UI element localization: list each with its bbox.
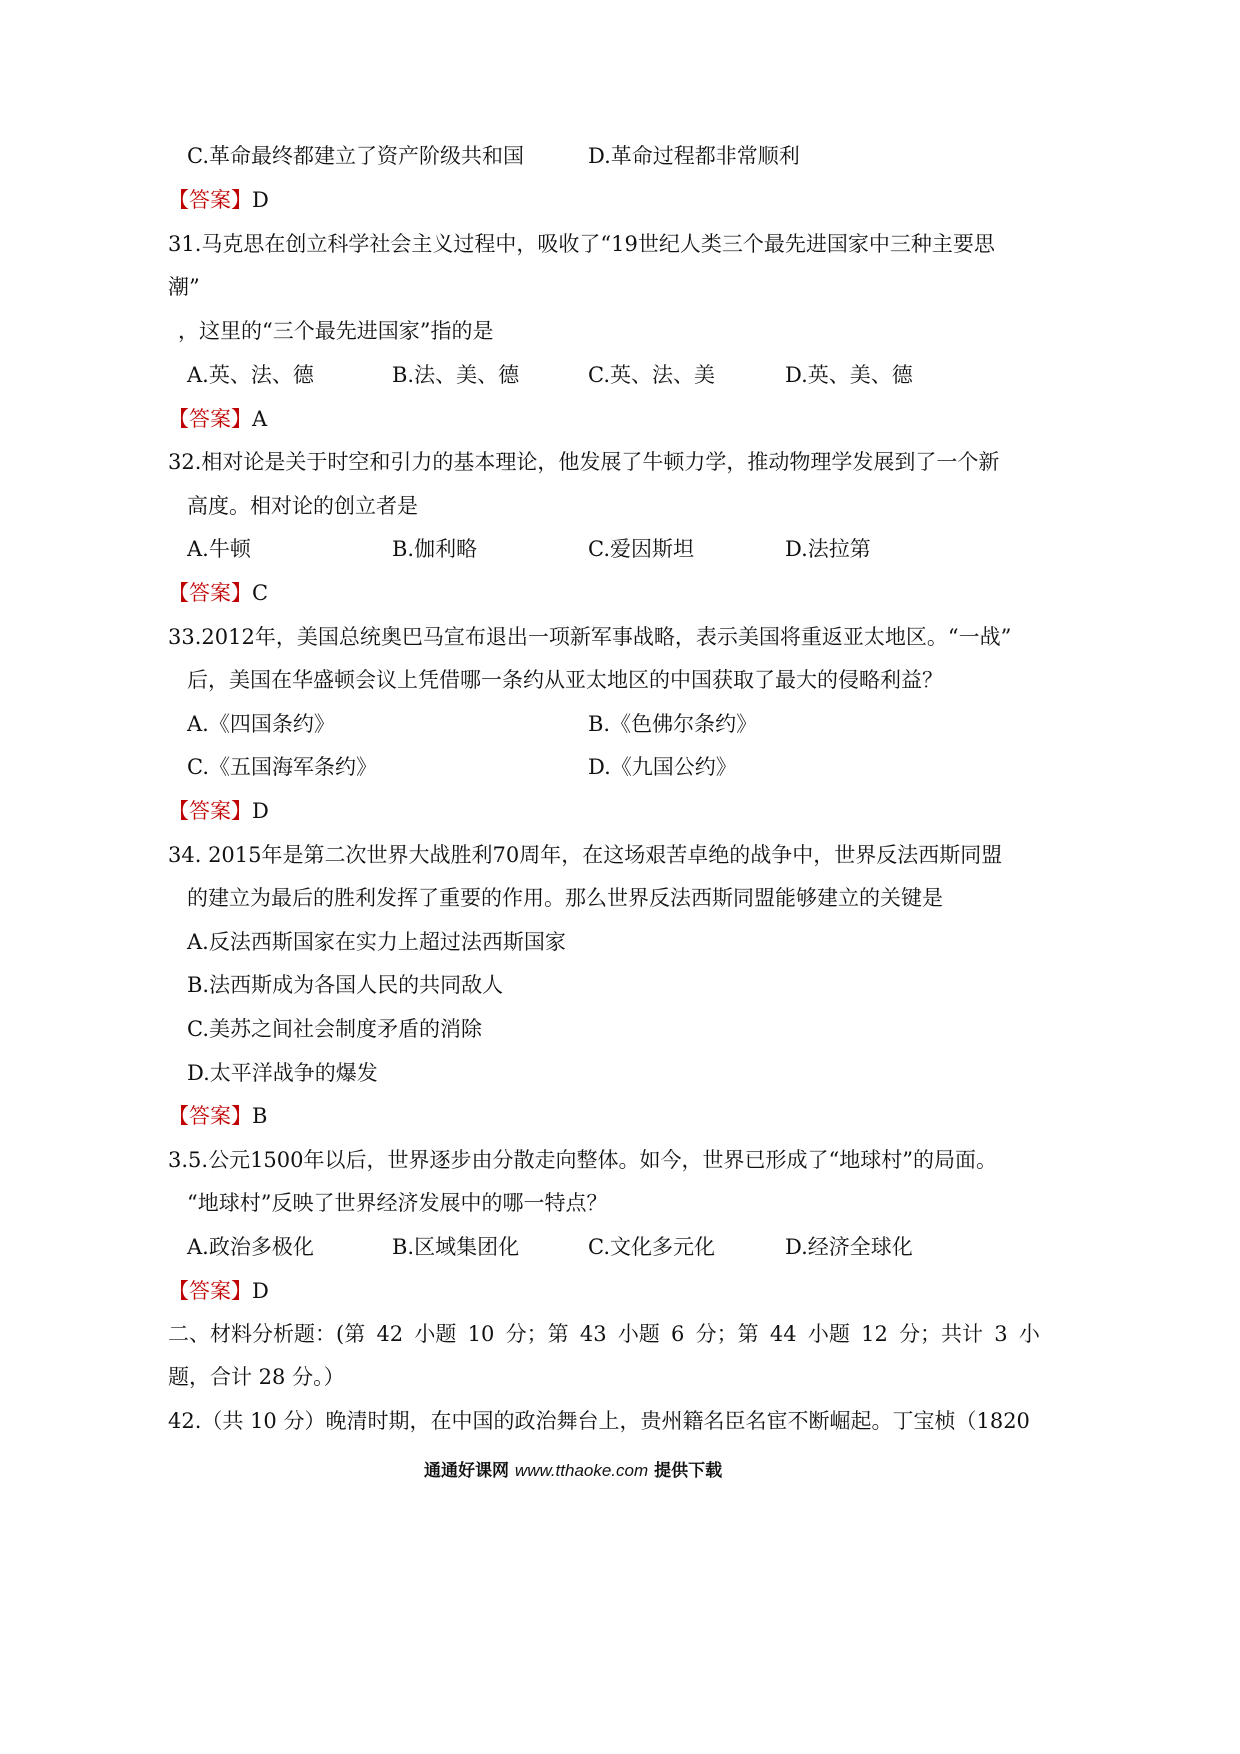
q35-answer	[168, 1276, 269, 1306]
section2-part: 小题	[617, 1322, 660, 1346]
section2-part: 6	[671, 1322, 685, 1346]
q31-stem-line1: 31.马克思在创立科学社会主义过程中，吸收了“19世纪人类三个最先进国家中三种主要思	[168, 232, 995, 256]
q32-option-a: A.牛顿	[187, 537, 251, 561]
section2-heading-line2: 题，合计 28 分。）	[168, 1365, 345, 1389]
section2-part: 分；共计	[899, 1322, 984, 1346]
q34-option-d: D.太平洋战争的爆发	[187, 1061, 378, 1085]
answer-value: D	[252, 799, 269, 823]
q32-answer	[168, 578, 268, 608]
q35-option-d: D.经济全球化	[785, 1235, 913, 1259]
q30-option-d: D.革命过程都非常顺利	[588, 144, 800, 168]
footer-download-text: 提供下载	[654, 1461, 723, 1481]
answer-value: A	[252, 407, 268, 431]
section2-heading-line1	[168, 1319, 1040, 1349]
section2-part: 43	[579, 1322, 607, 1346]
section2-part: 二、材料分析题：(第	[168, 1322, 366, 1346]
answer-value: B	[252, 1104, 268, 1128]
footer-site-name: 通通好课网	[424, 1461, 509, 1481]
section2-part: 分；第	[695, 1322, 759, 1346]
q35-option-a: A.政治多极化	[187, 1235, 314, 1259]
section2-part: 分；第	[505, 1322, 569, 1346]
section2-part: 44	[769, 1322, 797, 1346]
section2-part: 3	[994, 1322, 1008, 1346]
q34-stem-line1: 34. 2015年是第二次世界大战胜利70周年，在这场艰苦卓绝的战争中，世界反法西斯同盟	[168, 843, 1003, 867]
q33-option-d: D.《九国公约》	[588, 755, 737, 779]
q33-answer	[168, 796, 269, 826]
q35-stem-line2: “地球村”反映了世界经济发展中的哪一特点？	[187, 1191, 608, 1215]
section2-part: 小题	[807, 1322, 850, 1346]
q33-option-a: A.《四国条约》	[187, 712, 335, 736]
section2-part: 小题	[414, 1322, 457, 1346]
q34-stem-line2: 的建立为最后的胜利发挥了重要的作用。那么世界反法西斯同盟能够建立的关键是	[187, 886, 943, 910]
q35-option-b: B.区域集团化	[392, 1235, 520, 1259]
q34-option-a: A.反法西斯国家在实力上超过法西斯国家	[187, 930, 566, 954]
section2-part: 12	[861, 1322, 888, 1346]
q32-option-c: C.爱因斯坦	[588, 537, 694, 561]
q34-answer	[168, 1101, 267, 1131]
answer-value: C	[252, 581, 269, 605]
section2-part: 42	[376, 1322, 404, 1346]
q35-stem-line1: 3.5.公元1500年以后，世界逐步由分散走向整体。如今，世界已形成了“地球村”的局面。	[168, 1148, 997, 1172]
answer-value: D	[252, 188, 269, 212]
page-footer	[424, 1456, 722, 1481]
answer-label: 【答案】	[168, 581, 252, 605]
answer-label: 【答案】	[168, 188, 252, 212]
q33-stem-line1: 33.2012年，美国总统奥巴马宣布退出一项新军事战略，表示美国将重返亚太地区。“一战”	[168, 625, 1012, 649]
q32-option-d: D.法拉第	[785, 537, 871, 561]
answer-value: D	[252, 1279, 269, 1303]
answer-label: 【答案】	[168, 407, 252, 431]
q32-stem-line1: 32.相对论是关于时空和引力的基本理论，他发展了牛顿力学，推动物理学发展到了一个新	[168, 450, 1000, 474]
q31-answer	[168, 404, 267, 434]
q31-option-a: A.英、法、德	[187, 363, 314, 387]
section2-part: 10	[467, 1322, 495, 1346]
answer-label: 【答案】	[168, 799, 252, 823]
q42-stem-line1: 42.（共 10 分）晚清时期，在中国的政治舞台上，贵州籍名臣名宦不断崛起。丁宝桢（1820	[168, 1409, 1030, 1433]
answer-label: 【答案】	[168, 1279, 252, 1303]
q30-option-c: C.革命最终都建立了资产阶级共和国	[187, 144, 524, 168]
footer-url: www.tthaoke.com	[514, 1461, 649, 1480]
q33-option-c: C.《五国海军条约》	[187, 755, 377, 779]
q33-stem-line2: 后，美国在华盛顿会议上凭借哪一条约从亚太地区的中国获取了最大的侵略利益？	[187, 668, 943, 692]
q35-option-c: C.文化多元化	[588, 1235, 715, 1259]
q31-stem-line2: 潮”	[168, 275, 200, 299]
q31-option-c: C.英、法、美	[588, 363, 715, 387]
q31-option-b: B.法、美、德	[392, 363, 520, 387]
q30-answer	[168, 185, 269, 215]
q34-option-c: C.美苏之间社会制度矛盾的消除	[187, 1017, 482, 1041]
q31-stem-line3: ，这里的“三个最先进国家”指的是	[178, 319, 494, 343]
section2-part: 小	[1018, 1322, 1040, 1346]
q32-stem-line2: 高度。相对论的创立者是	[187, 494, 418, 518]
answer-label: 【答案】	[168, 1104, 252, 1128]
q34-option-b: B.法西斯成为各国人民的共同敌人	[187, 973, 504, 997]
q32-option-b: B.伽利略	[392, 537, 478, 561]
q33-option-b: B.《色佛尔条约》	[588, 712, 758, 736]
q31-option-d: D.英、美、德	[785, 363, 913, 387]
